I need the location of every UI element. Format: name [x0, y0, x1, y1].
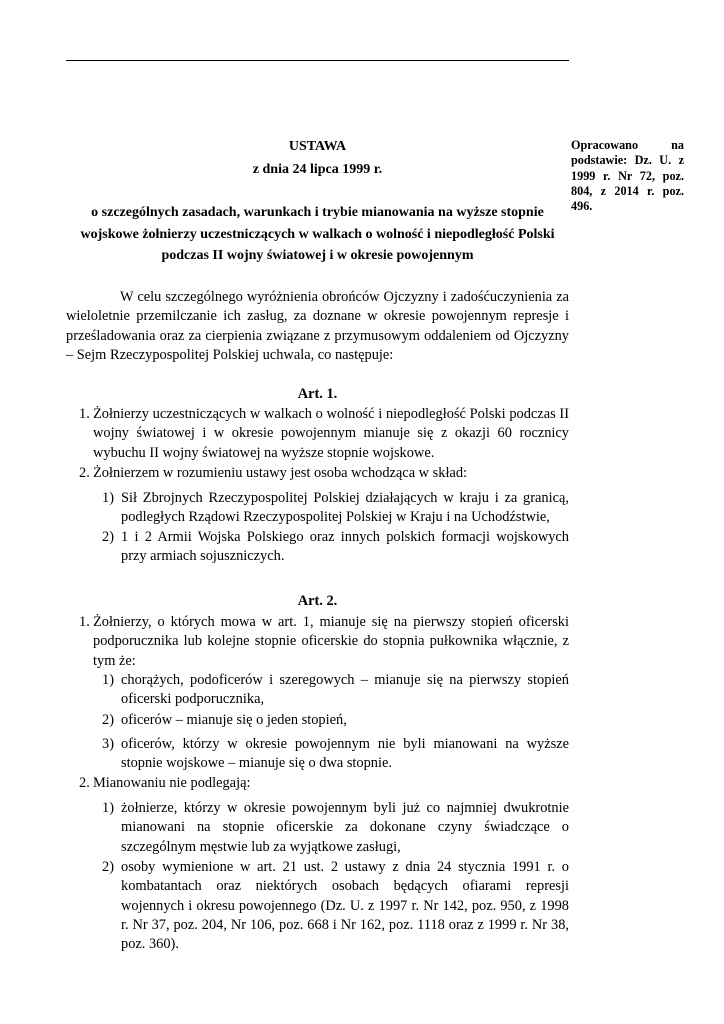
- art-2-item-1: chorążych, podoficerów i szeregowych – mianuje się na pierwszy stopień oficerski podporucznika,: [121, 672, 569, 708]
- art-2-exclusion-2-number: 2): [102, 859, 114, 875]
- art-2-item-2-number: 2): [102, 712, 114, 728]
- art-2-item-3: oficerów, którzy w okresie powojennym nie byli mianowani na wyższe stopnie wojskowe – mianuje się o dwa stopnie.: [121, 736, 569, 772]
- source-note: Opracowano na podstawie: Dz. U. z 1999 r. Nr 72, poz. 804, z 2014 r. poz. 496.: [571, 138, 684, 214]
- act-type-title: USTAWA: [288, 139, 347, 154]
- art-1-para-2: Żołnierzem w rozumieniu ustawy jest osoba wchodząca w skład:: [93, 465, 468, 481]
- top-rule: [66, 60, 569, 61]
- art-1-para-1-number: 1.: [79, 406, 90, 422]
- act-date: z dnia 24 lipca 1999 r.: [252, 162, 383, 177]
- art-1-item-2: 1 i 2 Armii Wojska Polskiego oraz innych polskich formacji wojskowych przy armiach sojuszniczych.: [121, 529, 569, 565]
- art-2-exclusion-1: żołnierze, którzy w okresie powojennym byli już co najmniej dwukrotnie mianowani na stopnie oficerskie za dokonane czyny świadczące o szczególnym męstwie lub za wyjątkowe zasługi,: [121, 800, 569, 855]
- art-1-item-1-number: 1): [102, 490, 114, 506]
- art-1-item-2-number: 2): [102, 529, 114, 545]
- art-2-exclusion-1-number: 1): [102, 800, 114, 816]
- art-2-exclusion-2: osoby wymienione w art. 21 ust. 2 ustawy z dnia 24 stycznia 1991 r. o kombatantach oraz niektórych osobach będących ofiarami represji wojennych i okresu powojennego (Dz. U. z 1997 r. Nr 142, poz. 950, z 1998 r. Nr 37, poz. 204, Nr 106, poz. 668 i Nr 162, poz. 1118 oraz z 1999 r. Nr 38, poz. 360).: [121, 859, 569, 953]
- art-2-item-3-number: 3): [102, 736, 114, 752]
- art-2-para-1-number: 1.: [79, 614, 90, 630]
- art-2-para-2: Mianowaniu nie podlegają:: [93, 775, 251, 791]
- art-1-para-2-number: 2.: [79, 465, 90, 481]
- art-2-item-2: oficerów – mianuje się o jeden stopień,: [121, 712, 347, 728]
- preamble: W celu szczególnego wyróżnienia obrońców Ojczyzny i zadośćuczynienia za wieloletnie przemilczanie ich zasług, za doznane w okresie powojennym represje i prześladowania oraz za cierpienia związane z przymusowym oddaleniem od Ojczyzny – Sejm Rzeczypospolitej Polskiej uchwala, co następuje:: [66, 289, 569, 363]
- art-2-heading: Art. 2.: [297, 593, 338, 609]
- art-1-item-1: Sił Zbrojnych Rzeczypospolitej Polskiej działających w kraju i za granicą, podległych Rządowi Rzeczypospolitej Polskiej w Kraju i na Uchodźstwie,: [121, 490, 569, 526]
- art-2-para-2-number: 2.: [79, 775, 90, 791]
- art-1-para-1: Żołnierzy uczestniczących w walkach o wolność i niepodległość Polski podczas II wojny światowej i w okresie powojennym mianuje się z okazji 60 rocznicy wybuchu II wojny światowej na wyższe stopnie wojskowe.: [93, 406, 569, 461]
- art-2-item-1-number: 1): [102, 672, 114, 688]
- art-2-para-1: Żołnierzy, o których mowa w art. 1, mianuje się na pierwszy stopień oficerski podporucznika lub kolejne stopnie oficerskie do stopnia pułkownika włącznie, z tym że:: [93, 614, 569, 669]
- act-subject: o szczególnych zasadach, warunkach i trybie mianowania na wyższe stopnie wojskowe żołnierzy uczestniczących w walkach o wolność i niepodległość Polski podczas II wojny światowej i w okresie powojennym: [80, 205, 555, 263]
- art-1-heading: Art. 1.: [297, 386, 338, 402]
